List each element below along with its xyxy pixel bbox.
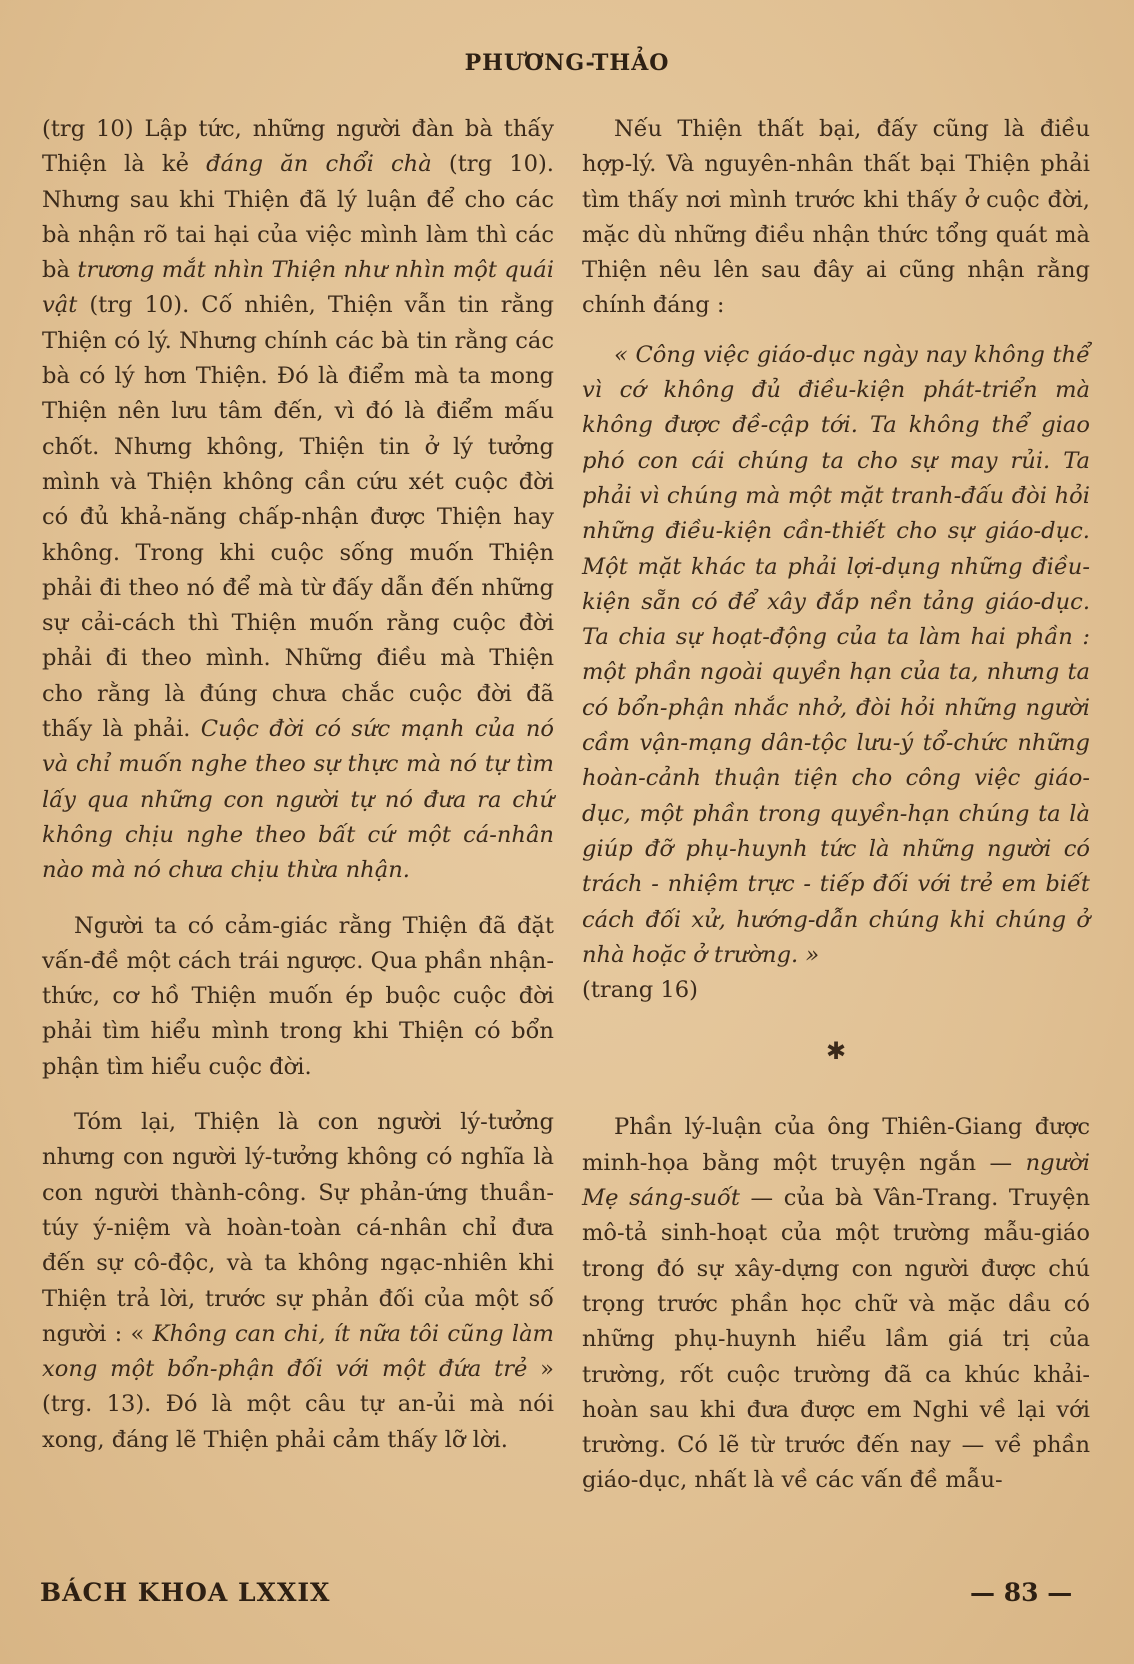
right-column bbox=[582, 112, 1090, 1499]
left-paragraph-2: Người ta có cảm-giác rằng Thiện đã đặt vấn-đề một cách trái ngược. Qua phần nhận-thức, cơ hồ Thiện muốn ép buộc cuộc đời phải tìm hiểu mình trong khi Thiện có bổn phận tìm hiểu cuộc đời. bbox=[42, 912, 554, 1080]
right-p2-italic: người Mẹ sáng-suốt bbox=[582, 1149, 1090, 1212]
left-p1-text-b: (trg 10). Nhưng sau khi Thiện đã lý luận để cho các bà nhận rõ tai hại của việc mình làm thì các bà bbox=[42, 151, 554, 284]
quote-reference: (trang 16) bbox=[582, 977, 698, 1004]
left-paragraph-3 bbox=[42, 1105, 554, 1458]
right-quote: « Công việc giáo-dục ngày nay không thể vì cớ không đủ điều-kiện phát-triển mà không được đề-cập tới. Ta không thể giao phó con cái chúng ta cho sự may rủi. Ta phải vì chúng mà một mặt tranh-đấu đòi hỏi những điều-kiện cần-thiết cho sự giáo-dục. Một mặt khác ta phải lợi-dụng những điều-kiện sẵn có để xây đắp nền tảng giáo-dục. Ta chia sự hoạt-động của ta làm hai phần : một phần ngoài quyền hạn của ta, nhưng ta có bổn-phận nhắc nhở, đòi hỏi những người cầm vận-mạng dân-tộc lưu-ý tổ-chức những hoàn-cảnh thuận tiện cho công việc giáo-dục, một phần trong quyền-hạn chúng ta là giúp đỡ phụ-huynh tức là những người có trách - nhiệm trực - tiếp đối với trẻ em biết cách đối xử, hướng-dẫn chúng khi chúng ở nhà hoặc ở trường. » bbox=[582, 341, 1090, 968]
magazine-name: BÁCH KHOA LXXIX bbox=[40, 1578, 331, 1607]
right-p2-text-b: — của bà Vân-Trang. Truyện mô-tả sinh-hoạt của một trường mẫu-giáo trong đó sự xây-dựng con người được chú trọng trước phần học chữ và mặc dầu có những phụ-huynh hiểu lầm giá trị của trường, rốt cuộc trường đã ca khúc khải-hoàn sau khi đưa được em Nghi về lại với trường. Có lẽ từ trước đến nay — về phần giáo-dục, nhất là về các vấn đề mẫu- bbox=[582, 1185, 1090, 1494]
left-p1-italic-2: trương mắt nhìn Thiện như nhìn một quái vật bbox=[42, 257, 554, 319]
left-p3-italic: Không can chi, ít nữa tôi cũng làm xong một bổn-phận đối với một đứa trẻ bbox=[42, 1320, 554, 1383]
left-p1-italic-1: đáng ăn chổi chà bbox=[206, 151, 432, 178]
running-title: PHƯƠNG-THẢO bbox=[464, 50, 670, 76]
right-paragraph-2 bbox=[582, 1110, 1090, 1498]
left-paragraph-1 bbox=[42, 112, 554, 889]
left-p3-text-b: » (trg. 13). Đó là một câu tự an-ủi mà nói xong, đáng lẽ Thiện phải cảm thấy lỡ lời. bbox=[42, 1356, 554, 1453]
left-p1-text-c: (trg 10). Cố nhiên, Thiện vẫn tin rằng Thiện có lý. Nhưng chính các bà tin rằng các bà có lý hơn Thiện. Đó là điểm mà ta mong Thiện nên lưu tâm đến, vì đó là điểm mấu chốt. Nhưng không, Thiện tin ở lý tưởng mình và Thiện không cần cứu xét cuộc đời có đủ khả-năng chấp-nhận được Thiện hay không. Trong khi cuộc sống muốn Thiện phải đi theo nó để mà từ đấy dẫn đến những sự cải-cách thì Thiện muốn rằng cuộc đời phải đi theo mình. Những điều mà Thiện cho rằng là đúng chưa chắc cuộc đời đã thấy là phải. bbox=[42, 292, 554, 743]
page-number: — 83 — bbox=[970, 1578, 1073, 1607]
right-p2-text-a: Phần lý-luận của ông Thiên-Giang được minh-họa bằng một truyện ngắn — bbox=[582, 1114, 1090, 1176]
right-paragraph-1: Nếu Thiện thất bại, đấy cũng là điều hợp-lý. Và nguyên-nhân thất bại Thiện phải tìm thấy nơi mình trước khi thấy ở cuộc đời, mặc dù những điều nhận thức tổng quát mà Thiện nêu lên sau đây ai cũng nhận rằng chính đáng : bbox=[582, 116, 1090, 319]
left-p1-text-a: (trg 10) Lập tức, những người đàn bà thấy Thiện là kẻ bbox=[42, 116, 554, 178]
left-p3-text-a: Tóm lại, Thiện là con người lý-tưởng nhưng con người lý-tưởng không có nghĩa là con người thành-công. Sự phản-ứng thuần-túy ý-niệm và hoàn-toàn cá-nhân chỉ đưa đến sự cô-độc, và ta không ngạc-nhiên khi Thiện trả lời, trước sự phản đối của một số người : « bbox=[42, 1109, 554, 1347]
left-p1-italic-3: Cuộc đời có sức mạnh của nó và chỉ muốn nghe theo sự thực mà nó tự tìm lấy qua những con người tự nó đưa ra chứ không chịu nghe theo bất cứ một cá-nhân nào mà nó chưa chịu thừa nhận. bbox=[42, 716, 554, 884]
section-separator-icon: ✱ bbox=[825, 1037, 847, 1066]
left-column bbox=[42, 112, 554, 1458]
